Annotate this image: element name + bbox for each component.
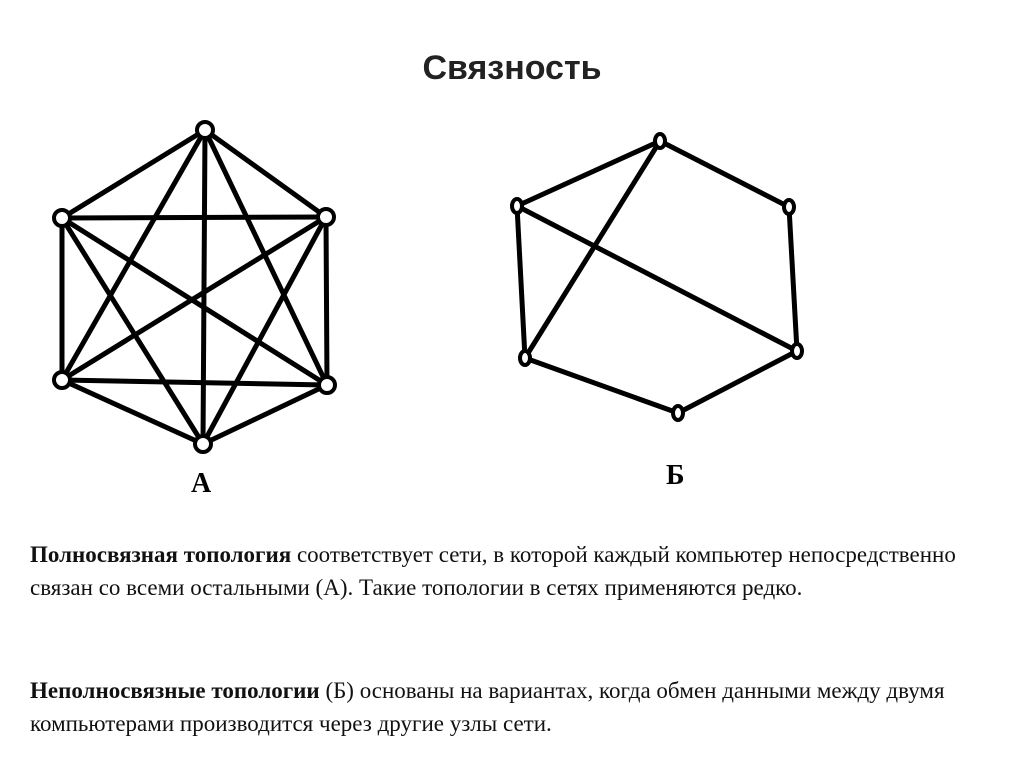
edge <box>517 206 797 351</box>
graph-a-fully-connected <box>54 122 335 452</box>
node <box>319 377 335 393</box>
node <box>197 122 213 138</box>
slide-title: Связность <box>422 49 602 87</box>
graph-b-partially-connected <box>512 134 802 420</box>
node <box>54 372 70 388</box>
edge <box>660 141 789 207</box>
paragraph-full-topology <box>30 538 1000 604</box>
node <box>318 209 334 225</box>
edge <box>517 206 525 358</box>
node <box>655 134 665 148</box>
graph-a-label: А <box>191 468 212 499</box>
node <box>520 351 530 365</box>
term-full-topology: Полносвязная топология <box>30 542 292 567</box>
graph-b-label: Б <box>666 460 685 491</box>
edge <box>203 130 205 444</box>
edge <box>678 351 797 413</box>
edge <box>789 207 797 351</box>
edge <box>62 217 326 218</box>
node <box>54 210 70 226</box>
edge <box>326 217 327 385</box>
paragraph-partial-topology <box>30 674 1000 740</box>
term-partial-topology: Неполносвязные топологии <box>30 678 320 703</box>
description-full-topology: соответствует сети, в которой каждый компьютер непосредственно связан со всеми остальными (А). Такие топологии в сетях применяются редко. <box>30 542 956 600</box>
node <box>792 344 802 358</box>
node <box>784 200 794 214</box>
description-partial-topology: (Б) основаны на вариантах, когда обмен данными между двумя компьютерами производится через другие узлы сети. <box>30 678 945 736</box>
edge <box>62 380 327 385</box>
node <box>673 406 683 420</box>
node <box>512 199 522 213</box>
edge <box>62 130 205 218</box>
edge <box>525 358 678 413</box>
node <box>195 436 211 452</box>
